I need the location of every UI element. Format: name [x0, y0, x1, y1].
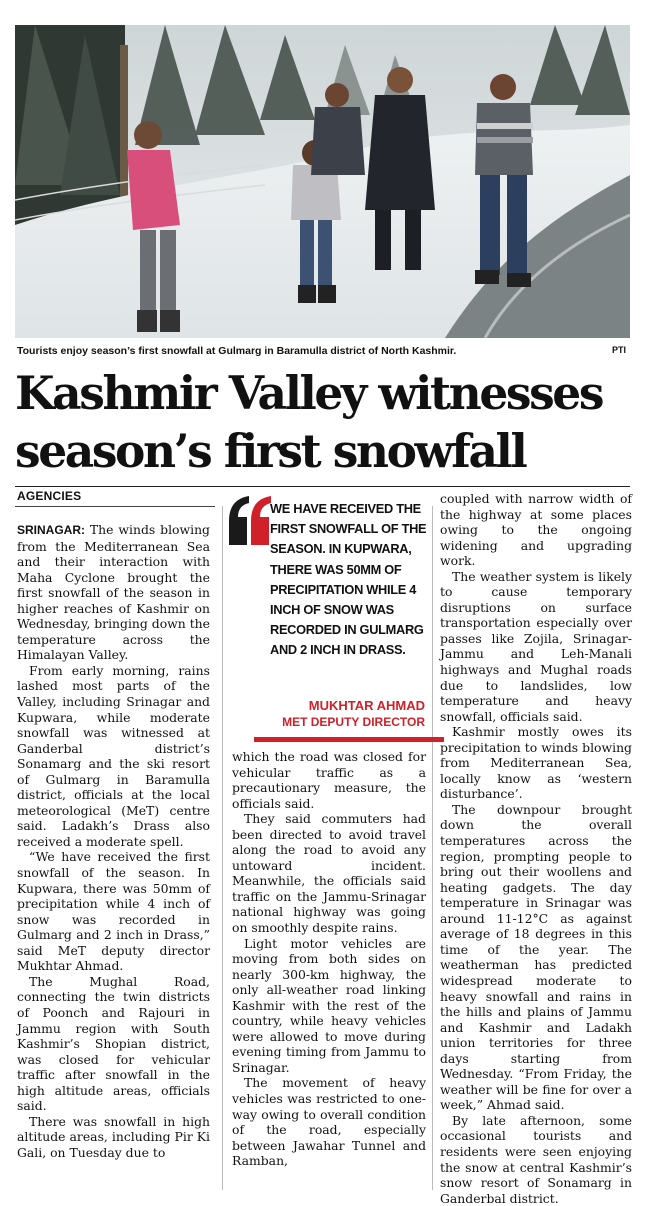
pull-quote-title: MET DEPUTY DIRECTOR: [282, 715, 425, 729]
photo-caption-bar: [15, 343, 630, 359]
column-divider: [432, 506, 433, 1190]
column-divider: [222, 506, 223, 1190]
paragraph: Kashmir mostly owes its precipitation to winds blowing from Mediterranean Sea, locally know as ‘western disturbance’.: [440, 724, 632, 802]
headline-line-2: season’s first snowfall: [15, 424, 526, 478]
pull-quote-name: MUKHTAR AHMAD: [308, 698, 425, 713]
byline: AGENCIES: [17, 489, 82, 503]
photo-credit: PTI: [611, 345, 626, 355]
divider: [15, 506, 215, 507]
article-column-3: [440, 491, 632, 1206]
paragraph: There was snowfall in high altitude areas, including Pir Ki Gali, on Tuesday due to: [17, 1113, 210, 1160]
paragraph: “We have received the first snowfall of the season. In Kupwara, there was 50mm of precipitation while 4 inch of snow was recorded in Gulmarg and 2 inch in Drass,” said MeT deputy director Mukhtar Ahmad.: [17, 849, 210, 974]
dateline: SRINAGAR:: [17, 523, 85, 537]
pull-quote: [227, 493, 429, 743]
paragraph: The movement of heavy vehicles was restricted to one-way owing to overall condition of the road, especially between Jawahar Tunnel and Ramban,: [232, 1075, 426, 1169]
divider: [15, 486, 630, 487]
headline: [15, 364, 640, 480]
photo-caption: Tourists enjoy season’s first snowfall at Gulmarg in Baramulla district of North Kashmir.: [17, 345, 457, 357]
headline-line-1: Kashmir Valley witnesses: [15, 366, 603, 420]
paragraph: Light motor vehicles are moving from both sides on nearly 300-km highway, the only all-weather road linking Kashmir with the rest of the country, while heavy vehicles were allowed to move during evening timing from Jammu to Srinagar.: [232, 935, 426, 1075]
paragraph: The downpour brought down the overall temperatures across the region, prompting people to bring out their woollens and heating gadgets. The day temperature in Srinagar was around 11-12°C as against average of 18 degrees in this time of the year. The weatherman has predicted widespread moderate to heavy snowfall and rains in the hills and plains of Jammu and Kashmir and Ladakh union territories for three days starting from Wednesday. “From Friday, the weather will be fine for over a week,” Ahmad said.: [440, 801, 632, 1113]
paragraph: which the road was closed for vehicular traffic as a precautionary measure, the officials said.: [232, 749, 426, 811]
paragraph: They said commuters had been directed to avoid travel along the road to avoid any untoward incident. Meanwhile, the officials said traffic on the Jammu-Srinagar national highway was going on smoothly despite rains.: [232, 811, 426, 936]
quote-mark-icon: [227, 495, 271, 549]
paragraph: From early morning, rains lashed most parts of the Valley, including Srinagar and Kupwara, while moderate snowfall was witnessed at Ganderbal district’s Sonamarg and the ski resort of Gulmarg in Baramulla district, officials at the local meteorological (MeT) centre said. Ladakh’s Drass also received a moderate spell.: [17, 662, 210, 849]
pull-quote-rule: [254, 737, 444, 742]
paragraph: By late afternoon, some occasional tourists and residents were seen enjoying the snow at central Kashmir’s snow resort of Sonamarg in Ganderbal district.: [440, 1112, 632, 1206]
paragraph: coupled with narrow width of the highway at some places owing to the ongoing widening and upgrading work.: [440, 491, 632, 569]
snow-scene-illustration: [15, 25, 630, 338]
article-column-2: [232, 749, 426, 1169]
news-photo: [15, 25, 630, 338]
pull-quote-text: WE HAVE RECEIVED THE FIRST SNOWFALL OF THE SEASON. IN KUPWARA, THERE WAS 50MM OF PRECIPITATION WHILE 4 INCH OF SNOW WAS RECORDED IN GULMARG AND 2 INCH IN DRASS.: [270, 501, 427, 658]
paragraph: [17, 522, 210, 663]
paragraph: The Mughal Road, connecting the twin districts of Poonch and Rajouri in Jammu region with South Kashmir’s Shopian district, was closed for vehicular traffic after snowfall in the high altitude areas, officials said.: [17, 973, 210, 1114]
paragraph-text: The winds blowing from the Mediterranean Sea and their interaction with Maha Cyclone brought the first snowfall of the season in higher reaches of Kashmir on Wednesday, bringing down the temperature across the Himalayan Valley.: [17, 522, 210, 663]
article-column-1: [17, 522, 210, 1160]
paragraph: The weather system is likely to cause temporary disruptions on surface transportation especially over passes like Zojila, Srinagar- Jammu and Leh-Manali highways and Mughal roads due to landslides, low temperature and heavy snowfall, officials said.: [440, 568, 632, 724]
